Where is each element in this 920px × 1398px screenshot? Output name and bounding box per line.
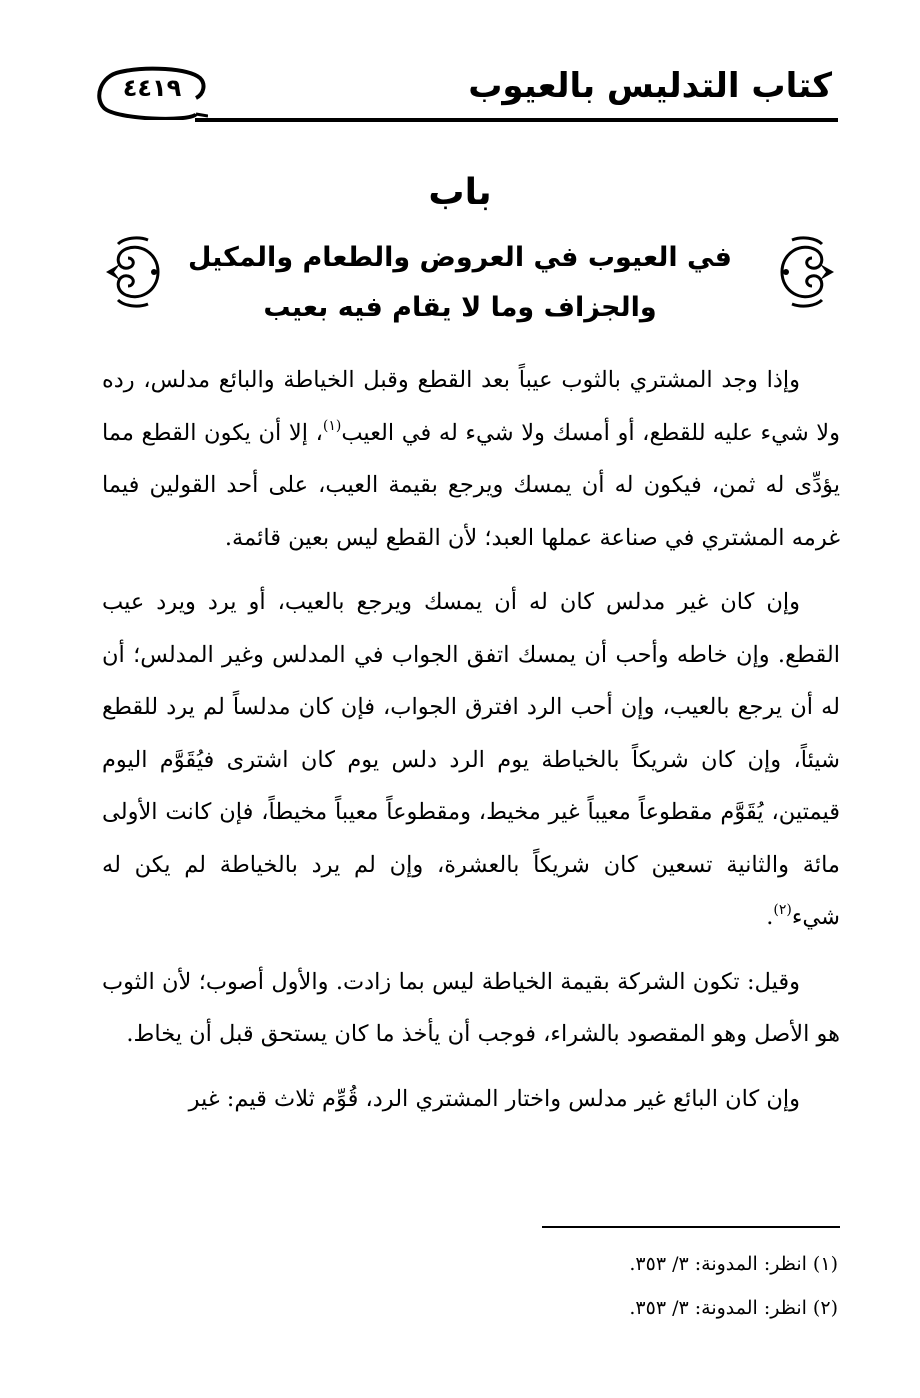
paragraph	[102, 576, 840, 944]
body-text	[102, 354, 840, 1125]
running-title: كتاب التدليس بالعيوب	[468, 66, 832, 106]
footnote-marker: (٢)	[773, 902, 792, 918]
chapter-label: باب	[428, 172, 492, 213]
page-number: ٤٤١٩	[122, 74, 182, 102]
arabesque-ornament-icon	[772, 232, 836, 312]
paragraph-text: وإن كان البائع غير مدلس واختار المشتري الرد، قُوِّم ثلاث قيم: غير	[188, 1085, 800, 1112]
paragraph-text: وقيل: تكون الشركة بقيمة الخياطة ليس بما زادت. والأول أصوب؛ لأن الثوب هو الأصل وهو المقصود بالشراء، فوجب أن يأخذ ما كان يستحق قبل أن يخاط.	[102, 968, 840, 1047]
page-number-frame	[96, 64, 208, 118]
footnote-marker: (١)	[322, 417, 342, 434]
paragraph-text: ، إلا أن يكون القطع مما يؤدِّى له ثمن، فيكون له أن يمسك ويرجع بقيمة العيب، على أحد القولين فيما غرمه المشتري في صناعة عملها العبد؛ لأن القطع ليس بعين قائمة.	[102, 419, 840, 551]
paragraph-text: وإن كان غير مدلس كان له أن يمسك ويرجع بالعيب، أو يرد ويرد عيب القطع. وإن خاطه وأحب أن يمسك اتفق الجواب في المدلس وغير المدلس؛ أن له أن يرجع بالعيب، وإن أحب الرد افترق الجواب، فإن كان مدلساً لم يرد للقطع شيئاً، وإن كان شريكاً بالخياطة يوم الرد دلس يوم كان اشترى فيُقَوَّم اليوم قيمتين، يُقَوَّم مقطوعاً معيباً غير مخيط، ومقطوعاً معيباً مخيطاً، فإن كانت الأولى مائة والثانية تسعين كان شريكاً بالعشرة، وإن لم يرد بالخياطة لم يكن له شيء	[102, 589, 840, 930]
header-rule	[195, 118, 838, 122]
footnote: (١) انظر: المدونة: ٣/ ٣٥٣.	[629, 1253, 838, 1275]
footnote-rule	[542, 1226, 840, 1228]
paragraph-text: وإذا وجد المشتري بالثوب عيباً بعد القطع وقبل الخياطة والبائع مدلس، رده ولا شيء عليه للقطع، أو أمسك ولا شيء له في العيب	[102, 367, 840, 446]
paragraph-text: .	[766, 904, 774, 930]
chapter-title-line-1: في العيوب في العروض والطعام والمكيل	[188, 242, 732, 273]
paragraph	[102, 956, 840, 1061]
paragraph	[102, 354, 840, 564]
footnote: (٢) انظر: المدونة: ٣/ ٣٥٣.	[629, 1297, 838, 1319]
chapter-title-line-2: والجزاف وما لا يقام فيه بعيب	[263, 292, 657, 323]
paragraph	[102, 1073, 840, 1126]
arabesque-ornament-icon	[104, 232, 168, 312]
